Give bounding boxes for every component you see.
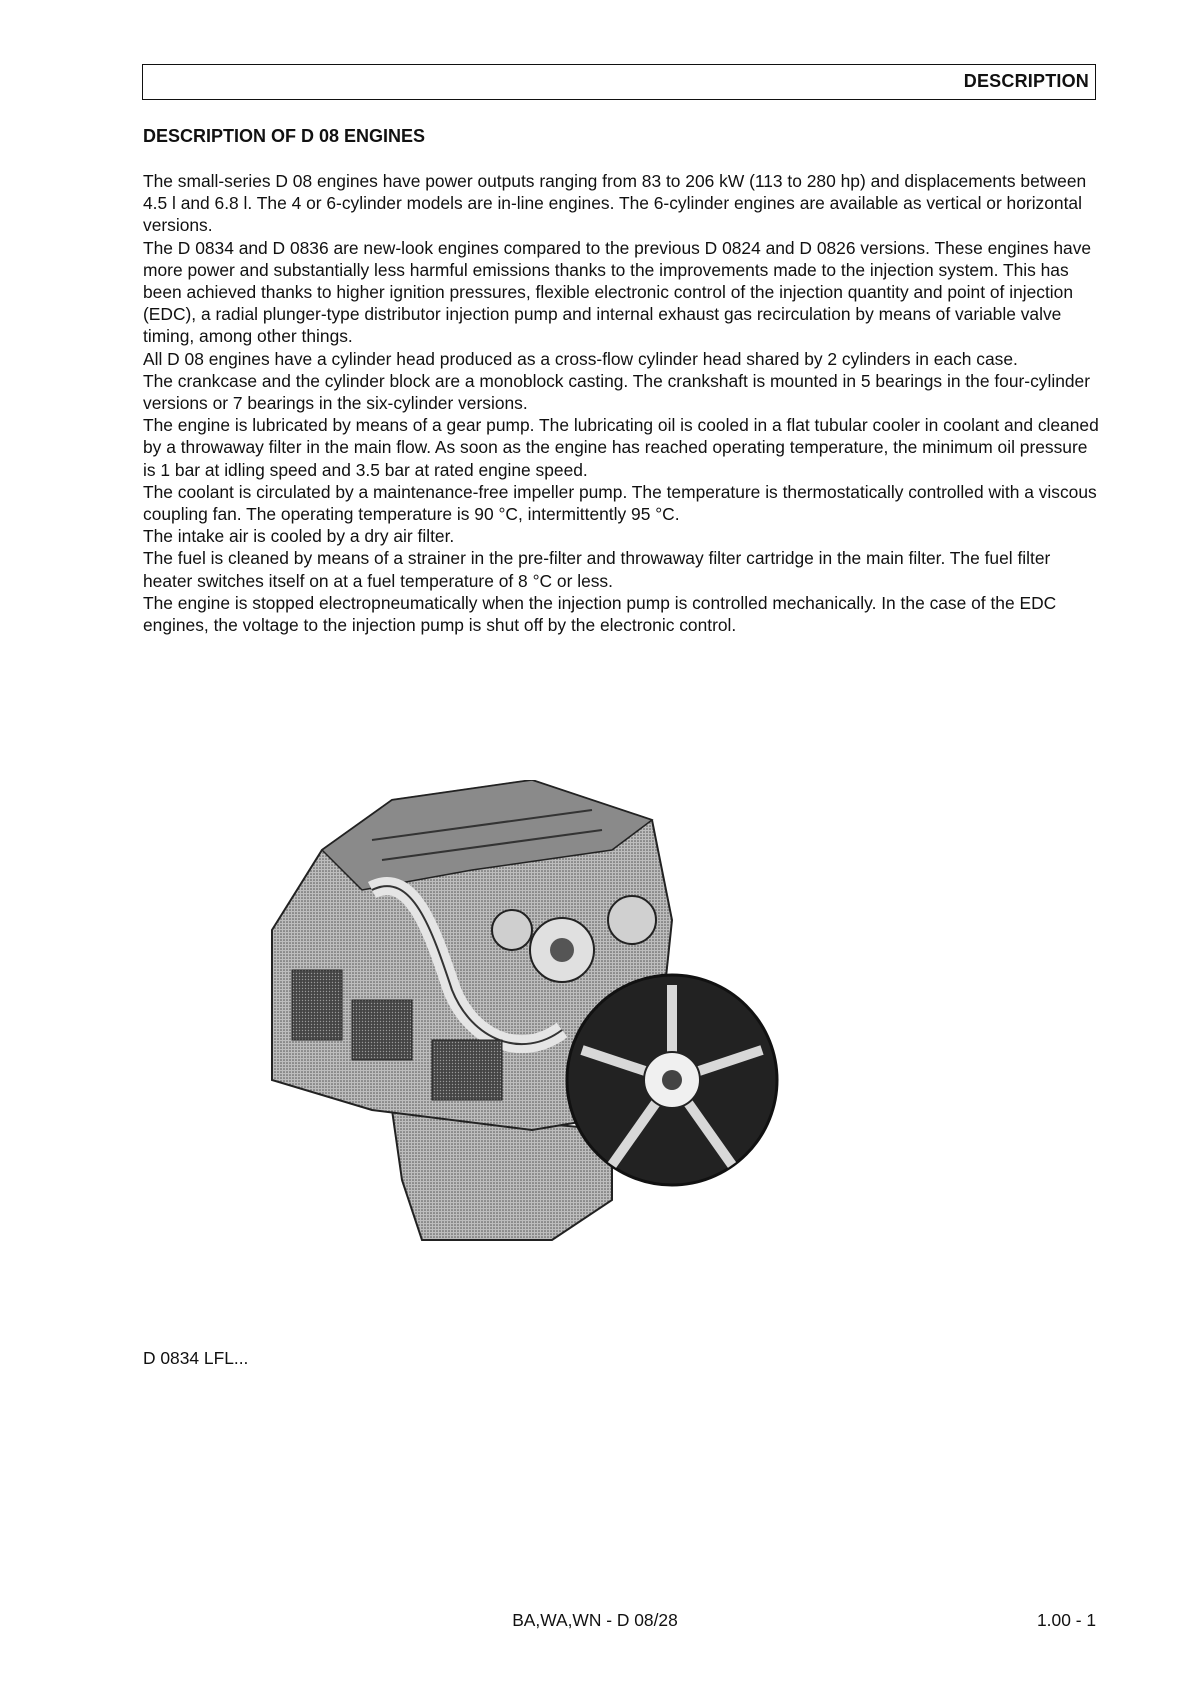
paragraph-fuel: The fuel is cleaned by means of a strainer in the pre-filter and throwaway filter cartridge in the main filter. The fuel filter heater switches itself on at a fuel temperature of 8 °C or less. [143, 548, 1051, 591]
engine-illustration [232, 780, 812, 1300]
paragraph-engine-stop: The engine is stopped electropneumatically when the injection pump is controlled mechanically. In the case of the EDC engines, the voltage to the injection pump is shut off by the electronic control. [143, 592, 1057, 636]
description-body [143, 170, 1103, 636]
figure-caption: D 0834 LFL... [143, 1348, 249, 1368]
paragraph-cylinder-head: All D 08 engines have a cylinder head produced as a cross-flow cylinder head shared by 2 cylinders in each case. [143, 348, 1018, 369]
footer-doc-code: BA,WA,WN - D 08/28 [512, 1610, 678, 1630]
paragraph-lubrication: The engine is lubricated by means of a gear pump. The lubricating oil is cooled in a flat tubular cooler in coolant and cleaned by a throwaway filter in the main flow. As soon as the engine has reached operating temperature, the minimum oil pressure is 1 bar at idling speed and 3.5 bar at rated engine speed. [143, 415, 1099, 480]
paragraph-coolant: The coolant is circulated by a maintenance-free impeller pump. The temperature is thermostatically controlled with a viscous coupling fan. The operating temperature is 90 °C, intermittently 95 °C. [143, 481, 1097, 525]
section-header-box [142, 64, 1096, 100]
engine-figure [232, 780, 812, 1300]
document-title: DESCRIPTION OF D 08 ENGINES [143, 126, 426, 146]
paragraph-new-look-engines: The D 0834 and D 0836 are new-look engines compared to the previous D 0824 and D 0826 versions. These engines have more power and substantially less harmful emissions thanks to the improvements made to the injection system. This has been achieved thanks to higher ignition pressures, flexible electronic control of the injection quantity and point of injection (EDC), a radial plunger-type distributor injection pump and internal exhaust gas recirculation by means of variable valve timing, among other things. [143, 237, 1092, 347]
footer-page-number: 1.00 - 1 [1037, 1610, 1096, 1630]
paragraph-crankcase: The crankcase and the cylinder block are a monoblock casting. The crankshaft is mounted in 5 bearings in the four-cylinder versions or 7 bearings in the six-cylinder versions. [143, 370, 1091, 414]
section-label: DESCRIPTION [963, 71, 1089, 91]
paragraph-overview: The small-series D 08 engines have power outputs ranging from 83 to 206 kW (113 to 280 hp) and displacements between 4.5 l and 6.8 l. The 4 or 6-cylinder models are in-line engines. The 6-cylinder engines are available as vertical or horizontal versions. [143, 171, 1087, 236]
paragraph-intake-air: The intake air is cooled by a dry air filter. [143, 526, 455, 547]
